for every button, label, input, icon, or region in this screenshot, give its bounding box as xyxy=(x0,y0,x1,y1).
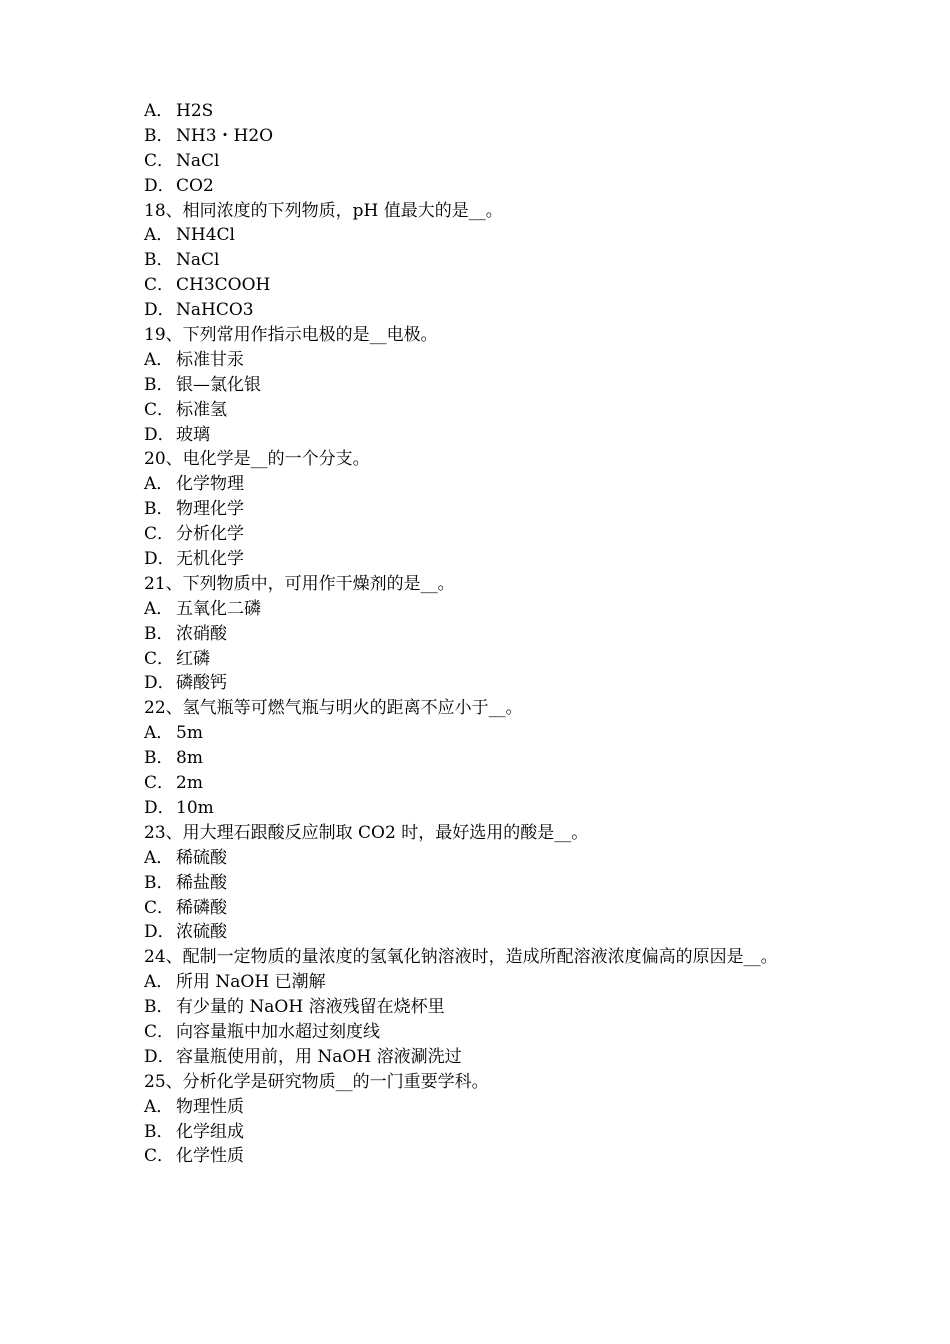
option-text: 容量瓶使用前，用 NaOH 溶液涮洗过 xyxy=(176,1046,462,1067)
option-text: 5m xyxy=(176,723,203,744)
option-text: 无机化学 xyxy=(176,549,244,570)
option-letter: D． xyxy=(144,175,175,196)
answer-option xyxy=(144,248,824,273)
option-letter: B． xyxy=(144,374,174,395)
option-letter: B． xyxy=(144,250,174,271)
option-letter: C． xyxy=(144,897,175,918)
answer-option xyxy=(144,472,824,497)
option-text: NaCl xyxy=(176,250,220,271)
option-text: NH4Cl xyxy=(176,225,235,246)
option-text: 红磷 xyxy=(176,648,210,669)
answer-option xyxy=(144,970,824,995)
answer-option xyxy=(144,1120,824,1145)
answer-option xyxy=(144,871,824,896)
option-letter: C． xyxy=(144,150,175,171)
option-letter: B． xyxy=(144,623,174,644)
answer-option xyxy=(144,223,824,248)
option-letter: A． xyxy=(144,101,174,121)
answer-option xyxy=(144,1144,824,1169)
option-letter: A． xyxy=(144,972,174,993)
answer-option xyxy=(144,746,824,771)
document-body xyxy=(144,99,824,1169)
option-letter: B． xyxy=(144,748,174,769)
option-letter: C． xyxy=(144,648,175,669)
answer-option xyxy=(144,1020,824,1045)
option-letter: D． xyxy=(144,1046,175,1067)
option-letter: D． xyxy=(144,797,175,818)
option-text: 五氧化二磷 xyxy=(176,598,261,619)
answer-option xyxy=(144,1095,824,1120)
option-text: 浓硝酸 xyxy=(176,623,227,644)
answer-option xyxy=(144,647,824,672)
option-letter: C． xyxy=(144,524,175,545)
answer-option xyxy=(144,522,824,547)
option-letter: D． xyxy=(144,300,175,321)
option-text: NH3・H2O xyxy=(176,125,274,146)
option-letter: C． xyxy=(144,1146,175,1167)
option-letter: A． xyxy=(144,1096,174,1117)
answer-option xyxy=(144,497,824,522)
option-letter: D． xyxy=(144,922,175,943)
answer-option xyxy=(144,149,824,174)
option-text: 银—氯化银 xyxy=(176,374,261,395)
option-letter: A． xyxy=(144,474,174,495)
option-letter: A． xyxy=(144,598,174,619)
answer-option xyxy=(144,721,824,746)
question-text: 21、下列物质中，可用作干燥剂的是__。 xyxy=(144,573,455,594)
answer-option xyxy=(144,174,824,199)
answer-option xyxy=(144,896,824,921)
option-letter: B． xyxy=(144,1121,174,1142)
question-text: 18、相同浓度的下列物质，pH 值最大的是__。 xyxy=(144,200,503,221)
option-text: 物理化学 xyxy=(176,499,244,520)
answer-option xyxy=(144,846,824,871)
option-text: 磷酸钙 xyxy=(176,673,227,694)
option-text: 化学物理 xyxy=(176,474,244,495)
option-letter: D． xyxy=(144,673,175,694)
option-letter: C． xyxy=(144,399,175,420)
option-text: 稀硫酸 xyxy=(176,847,227,868)
option-letter: C． xyxy=(144,1021,175,1042)
option-letter: C． xyxy=(144,275,175,296)
option-letter: A． xyxy=(144,723,174,744)
option-text: 有少量的 NaOH 溶液残留在烧杯里 xyxy=(176,997,445,1018)
option-text: 8m xyxy=(176,748,203,769)
answer-option xyxy=(144,671,824,696)
option-text: 稀磷酸 xyxy=(176,897,227,918)
option-letter: D． xyxy=(144,549,175,570)
answer-option xyxy=(144,348,824,373)
option-text: 向容量瓶中加水超过刻度线 xyxy=(176,1021,380,1042)
option-text: 所用 NaOH 已潮解 xyxy=(176,972,326,993)
answer-option xyxy=(144,995,824,1020)
option-text: 玻璃 xyxy=(176,424,210,445)
answer-option xyxy=(144,99,824,124)
option-text: CH3COOH xyxy=(176,275,271,296)
option-letter: D． xyxy=(144,424,175,445)
answer-option xyxy=(144,547,824,572)
answer-option xyxy=(144,373,824,398)
answer-option xyxy=(144,597,824,622)
question-text: 25、分析化学是研究物质__的一门重要学科。 xyxy=(144,1071,489,1092)
option-letter: B． xyxy=(144,997,174,1018)
option-letter: A． xyxy=(144,349,174,370)
answer-option xyxy=(144,622,824,647)
option-text: 标准氢 xyxy=(176,399,227,420)
option-text: 物理性质 xyxy=(176,1096,244,1117)
answer-option xyxy=(144,398,824,423)
option-text: 化学性质 xyxy=(176,1146,244,1167)
option-letter: B． xyxy=(144,872,174,893)
option-letter: A． xyxy=(144,225,174,246)
answer-option xyxy=(144,771,824,796)
option-text: NaCl xyxy=(176,150,220,171)
question-text: 22、氢气瓶等可燃气瓶与明火的距离不应小于__。 xyxy=(144,698,523,719)
answer-option xyxy=(144,920,824,945)
option-text: NaHCO3 xyxy=(176,300,254,321)
option-text: 稀盐酸 xyxy=(176,872,227,893)
answer-option xyxy=(144,124,824,149)
answer-option xyxy=(144,796,824,821)
option-text: H2S xyxy=(176,101,214,121)
option-text: 浓硫酸 xyxy=(176,922,227,943)
option-text: 标准甘汞 xyxy=(176,349,244,370)
answer-option xyxy=(144,273,824,298)
option-text: 10m xyxy=(176,797,214,818)
answer-option xyxy=(144,1045,824,1070)
option-text: 分析化学 xyxy=(176,524,244,545)
option-text: 化学组成 xyxy=(176,1121,244,1142)
answer-option xyxy=(144,298,824,323)
option-letter: A． xyxy=(144,847,174,868)
question-text: 23、用大理石跟酸反应制取 CO2 时，最好选用的酸是__。 xyxy=(144,822,589,843)
option-text: 2m xyxy=(176,773,203,794)
question-text: 19、下列常用作指示电极的是__电极。 xyxy=(144,325,438,346)
option-letter: B． xyxy=(144,125,174,146)
option-letter: C． xyxy=(144,773,175,794)
option-text: CO2 xyxy=(176,175,214,196)
question-text: 24、配制一定物质的量浓度的氢氧化钠溶液时，造成所配溶液浓度偏高的原因是__。 xyxy=(144,947,778,968)
answer-option xyxy=(144,423,824,448)
question-text: 20、电化学是__的一个分支。 xyxy=(144,449,370,470)
option-letter: B． xyxy=(144,499,174,520)
